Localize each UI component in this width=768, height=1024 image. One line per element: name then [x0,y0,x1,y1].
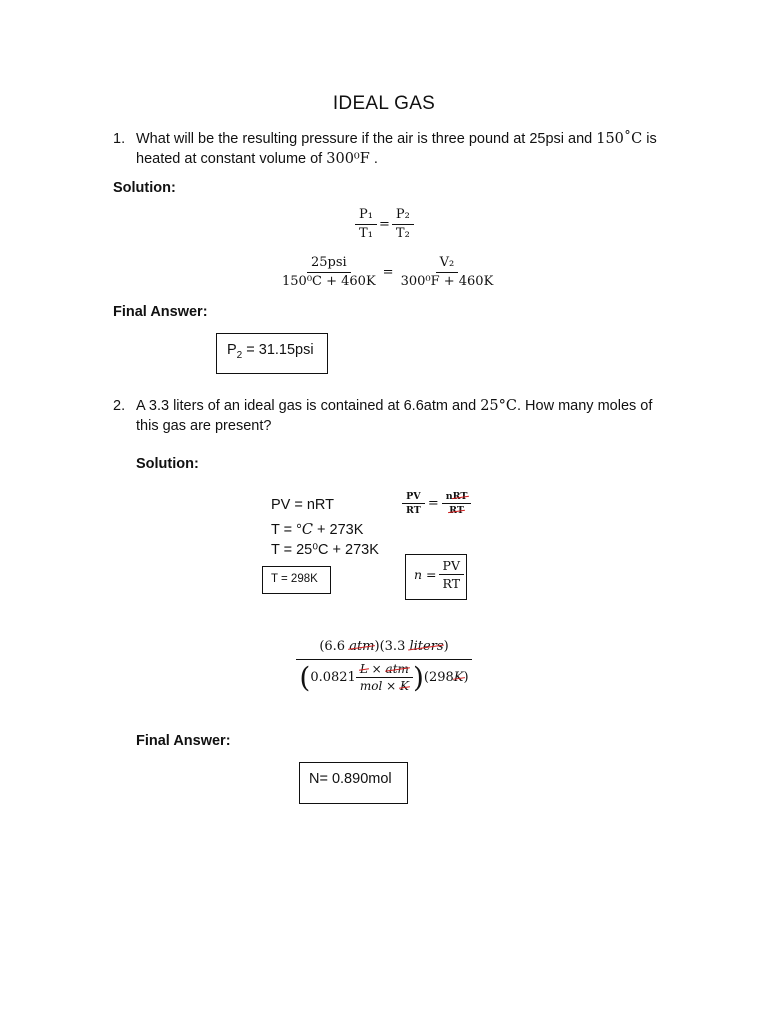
moles-formula-numerator: PV [439,558,464,575]
problem-2-answer-box [299,762,408,804]
calc-denominator [296,662,472,694]
temperature-result: T = 298K [271,573,318,585]
eq1-left-fraction [355,207,377,241]
calc-temp-a: (298 [423,670,454,686]
eq1-left-numerator: P₁ [355,207,377,225]
rearr-right-numerator [442,491,472,504]
rearr-right-denominator [445,504,468,516]
calc-cancelled-atm-bottom: atm [385,662,409,676]
calc-temp-b: ) [463,670,469,686]
moles-formula-box [405,554,467,600]
calc-cancelled-atm: atm [349,637,374,657]
calc-mol: mol [359,679,383,694]
problem-2-text [136,397,696,436]
calc-cancelled-k: K [399,679,409,694]
calc-times-bottom: × [382,679,400,694]
calc-close-paren: ) [412,660,424,694]
eq2-left-denominator: 150⁰C + 460K [282,273,376,289]
page-title: IDEAL GAS [332,93,436,114]
problem-1-line-2-b: . [369,150,378,167]
gas-constant-units-denominator [356,678,413,693]
calc-open-paren: ( [299,660,311,694]
problem-1-number: 1. [113,131,126,147]
rearr-equals: = [427,496,439,512]
rearr-n: n [445,491,453,502]
moles-formula-lhs: n = [414,567,437,582]
answer-1-prefix: P [227,342,237,358]
problem-2-line-2: this gas are present? [136,417,272,434]
calc-cancelled-liters: liters [409,637,443,657]
problem-2-answer: N= 0.890mol [309,771,392,787]
eq2-right-denominator: 300⁰F + 460K [400,273,494,289]
temperature-formula-b: + 273K [313,522,364,538]
problem-1-line-1 [136,130,696,150]
eq1-equals: = [378,216,390,232]
rearr-left-denominator: RT [406,505,421,517]
problem-1-temp-c: 150˚C [596,131,643,147]
eq1-right-numerator: P₂ [392,207,414,225]
calc-cancelled-temp-k: K [453,670,464,686]
rearr-cancelled-rt-bottom: RT [449,505,464,517]
rearranged-equation [402,491,471,517]
eq2-right-numerator: V₂ [436,255,459,273]
calc-num-a: (6.6 [319,639,350,654]
moles-calculation [296,637,472,694]
answer-1-rest: = 31.15psi [242,342,314,358]
problem-1-line-1-b: is [642,131,657,147]
rearr-left-numerator: PV [402,491,425,504]
moles-formula-fraction [439,558,465,591]
rearr-left-fraction [402,491,425,517]
gas-constant-units [356,662,413,694]
problem-2-number: 2. [113,398,126,414]
problem-1-answer [227,342,314,361]
problem-1-line-1-a: What will be the resulting pressure if the air is three pound at 25psi and [136,131,597,147]
problem-1-answer-box [216,333,328,374]
eq2-equals: = [382,264,394,280]
eq2-left-fraction [278,255,380,289]
eq1-left-denominator: T₁ [359,225,373,241]
eq1-right-denominator: T₂ [395,225,410,241]
calc-times-top: × [367,662,386,676]
problem-1-line-2-a: heated at constant volume of [136,150,327,167]
problem-1-temp-f: 300⁰F [326,150,370,167]
moles-formula [414,558,464,591]
calc-numerator [296,637,472,660]
temperature-result-box [262,566,331,594]
moles-formula-denominator: RT [442,576,461,591]
rearr-cancelled-rt-top: RT [452,491,468,502]
eq2-right-fraction [397,255,498,289]
calc-num-b: )(3.3 [374,639,410,654]
rearr-right-fraction [442,491,472,517]
temperature-value: T = 25⁰C + 273K [271,542,379,558]
calc-temperature [424,670,469,685]
gas-constant-units-numerator [356,662,413,678]
temperature-formula-a: T = ° [271,522,302,538]
problem-1-line-2 [136,150,696,170]
temperature-formula [271,522,363,538]
answer-1-subscript: 2 [236,349,243,361]
calc-num-c: ) [443,639,449,654]
problem-2-line-1-a: A 3.3 liters of an ideal gas is contained at 6.6atm and [136,398,481,414]
gas-constant-value: 0.0821 [310,670,356,686]
problem-1-solution-label: Solution: [113,180,176,196]
temperature-formula-c: C [301,522,314,538]
calc-cancelled-l-top: L [359,662,368,676]
problem-2-temp: 25°C [480,398,517,414]
problem-2-line-1 [136,397,696,417]
ideal-gas-law: PV = nRT [271,497,334,513]
problem-2-final-answer-label: Final Answer: [136,733,231,749]
problem-2-solution-label: Solution: [136,456,199,472]
problem-1-text [136,130,696,169]
problem-2-line-1-b: . How many moles of [517,398,653,414]
problem-1-equation-1 [355,207,414,241]
problem-1-final-answer-label: Final Answer: [113,304,208,320]
problem-1-equation-2 [278,255,497,289]
eq1-right-fraction [392,207,414,241]
eq2-left-numerator: 25psi [307,255,351,273]
